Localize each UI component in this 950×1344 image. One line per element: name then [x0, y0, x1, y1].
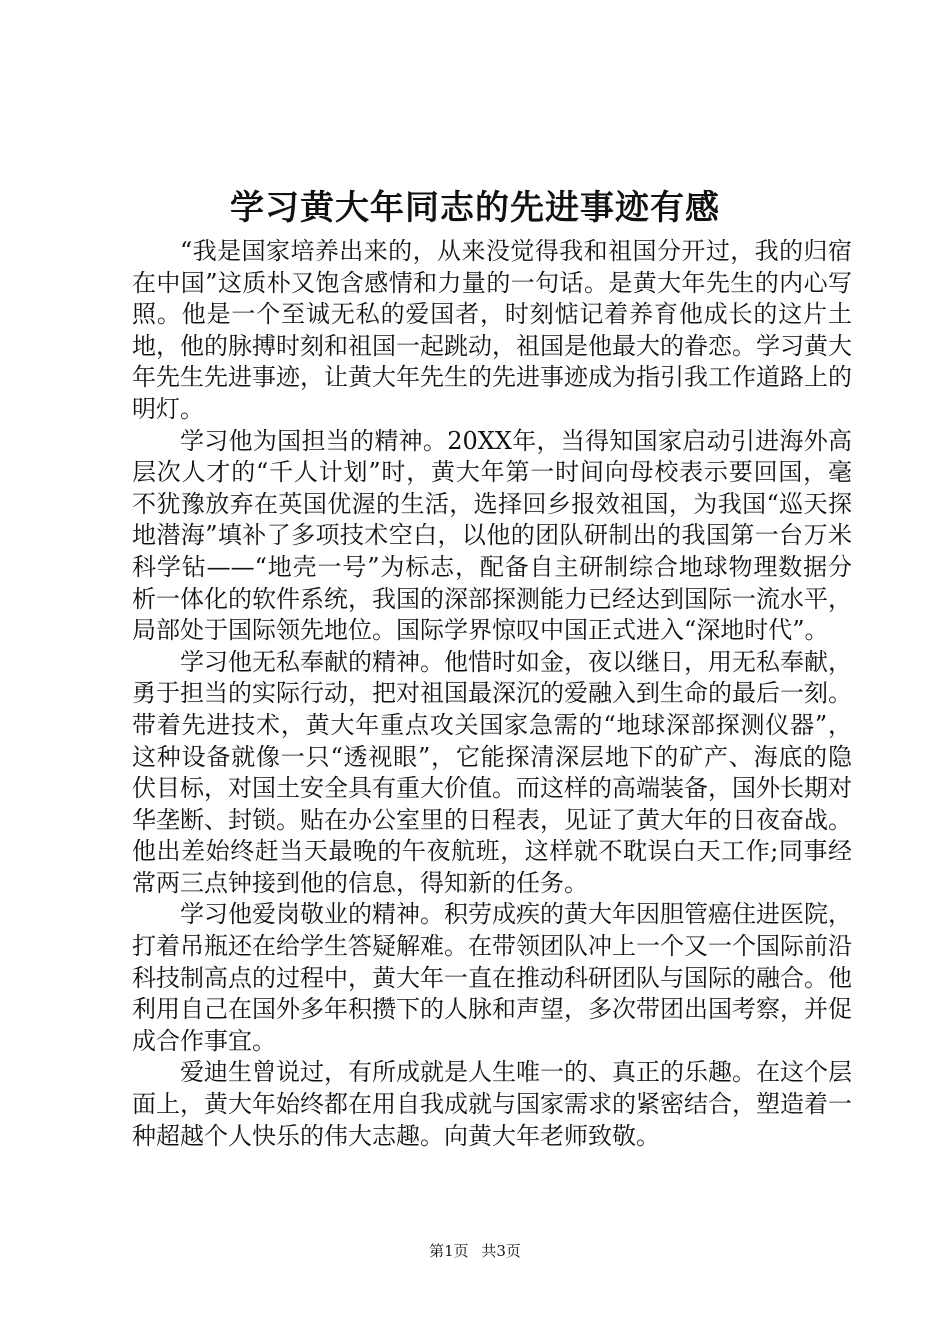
- paragraph: 爱迪生曾说过，有所成就是人生唯一的、真正的乐趣。在这个层面上，黄大年始终都在用自我成就与国家需求的紧密结合，塑造着一种超越个人快乐的伟大志趣。向黄大年老师致敬。: [132, 1058, 852, 1150]
- paragraph: 学习他无私奉献的精神。他惜时如金，夜以继日，用无私奉献，勇于担当的实际行动，把对祖国最深沉的爱融入到生命的最后一刻。带着先进技术，黄大年重点攻关国家急需的“地球深部探测仪器”，这种设备就像一只“透视眼”，它能探清深层地下的矿产、海底的隐伏目标，对国土安全具有重大价值。而这样的高端装备，国外长期对华垄断、封锁。贴在办公室里的日程表，见证了黄大年的日夜奋战。他出差始终赶当天最晚的午夜航班，这样就不耽误白天工作;同事经常两三点钟接到他的信息，得知新的任务。: [132, 647, 852, 897]
- paragraph: 学习他爱岗敬业的精神。积劳成疾的黄大年因胆管癌住进医院，打着吊瓶还在给学生答疑解难。在带领团队冲上一个又一个国际前沿科技制高点的过程中，黄大年一直在推动科研团队与国际的融合。他利用自己在国外多年积攒下的人脉和声望，多次带团出国考察，并促成合作事宜。: [132, 900, 852, 1055]
- document-title: 学习黄大年同志的先进事迹有感: [230, 188, 720, 228]
- paragraph: “我是国家培养出来的，从来没觉得我和祖国分开过，我的归宿在中国”这质朴又饱含感情和力量的一句话。是黄大年先生的内心写照。他是一个至诚无私的爱国者，时刻惦记着养育他成长的这片土地，他的脉搏时刻和祖国一起跳动，祖国是他最大的眷恋。学习黄大年先生先进事迹，让黄大年先生的先进事迹成为指引我工作道路上的明灯。: [132, 237, 852, 423]
- paragraph: 学习他为国担当的精神。20XX年，当得知国家启动引进海外高层次人才的“千人计划”时，黄大年第一时间向母校表示要回国，毫不犹豫放弃在英国优渥的生活，选择回乡报效祖国，为我国“巡天探地潜海”填补了多项技术空白，以他的团队研制出的我国第一台万米科学钻——“地壳一号”为标志，配备自主研制综合地球物理数据分析一体化的软件系统，我国的深部探测能力已经达到国际一流水平，局部处于国际领先地位。国际学界惊叹中国正式进入“深地时代”。: [132, 426, 852, 645]
- page-number: 第1页: [429, 1242, 469, 1260]
- page-footer: [0, 1241, 950, 1261]
- document-body: [132, 236, 852, 1152]
- page-total: 共3页: [481, 1242, 521, 1260]
